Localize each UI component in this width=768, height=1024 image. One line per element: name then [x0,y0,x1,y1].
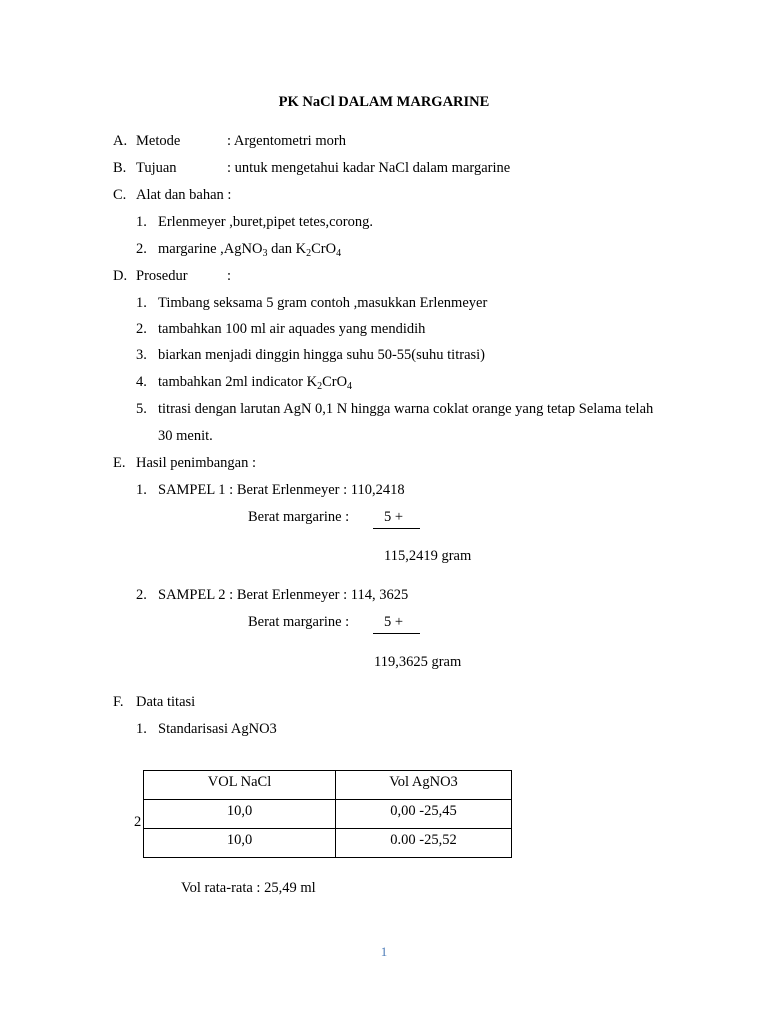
list-item-number: 2. [136,321,147,337]
sampel1-margarine-label: Berat margarine : [248,509,350,525]
table-header-cell: Vol AgNO3 [336,771,512,800]
titration-table [143,770,512,858]
section-d-marker: D. [113,268,128,284]
list-item-text: margarine ,AgNO$_3$ dan $K_2CrO_4$ [158,241,342,259]
section-e-label: Hasil penimbangan : [136,455,257,471]
sampel2-margarine-label: Berat margarine : [248,614,350,630]
list-item-number: 1. [136,214,147,230]
list-item-number: 4. [136,374,147,390]
section-b-marker: B. [113,160,127,176]
section-d-colon: : [227,268,232,284]
table-header-row [144,771,512,800]
list-item-text: Erlenmeyer ,buret,pipet tetes,corong. [158,214,374,230]
average-volume: Vol rata-rata : 25,49 ml [181,880,316,896]
table-cell: 10,0 [144,829,336,858]
list-item-number: 2. [136,587,147,603]
sampel2-erlenmeyer: SAMPEL 2 : Berat Erlenmeyer : 114, 3625 [158,587,409,603]
sum-rule [373,528,420,529]
section-b-value: : untuk mengetahui kadar NaCl dalam margarine [227,160,511,176]
section-a-label: Metode [136,133,181,149]
list-item-number: 1. [136,721,147,737]
table-row [144,800,512,829]
page-number: 1 [380,944,388,959]
sum-rule [373,633,420,634]
table-cell: 0,00 -25,45 [336,800,512,829]
table-cell: 10,0 [144,800,336,829]
list-item-text: Timbang seksama 5 gram contoh ,masukkan Erlenmeyer [158,295,488,311]
section-b-label: Tujuan [136,160,177,176]
list-item-number: 1. [136,295,147,311]
sampel1-erlenmeyer: SAMPEL 1 : Berat Erlenmeyer : 110,2418 [158,482,405,498]
list-item-number: 1. [136,482,147,498]
table-cell: 0.00 -25,52 [336,829,512,858]
sampel1-total: 115,2419 gram [384,548,472,564]
section-d-label: Prosedur [136,268,188,284]
list-item-number: 2. [136,241,147,257]
list-item-number: 3. [136,347,147,363]
list-item-text: titrasi dengan larutan AgN 0,1 N hingga warna coklat orange yang tetap Selama telah [158,401,654,417]
table-row [144,829,512,858]
section-f-label: Data titasi [136,694,196,710]
list-item-text: biarkan menjadi dinggin hingga suhu 50-55(suhu titrasi) [158,347,486,363]
list-item-text: tambahkan 100 ml air aquades yang mendidih [158,321,426,337]
section-c-marker: C. [113,187,127,203]
stray-number: 2 [134,814,142,830]
sampel1-margarine-value: 5 + [384,509,404,525]
table-header-cell: VOL NaCl [144,771,336,800]
section-a-value: : Argentometri morh [227,133,346,149]
page-title: PK NaCl DALAM MARGARINE [278,94,490,110]
list-item-text: Standarisasi AgNO3 [158,721,277,737]
list-item-text-continued: 30 menit. [158,428,213,444]
sampel2-margarine-value: 5 + [384,614,404,630]
section-c-label: Alat dan bahan : [136,187,232,203]
section-f-marker: F. [113,694,124,710]
section-a-marker: A. [113,133,128,149]
list-item-text: tambahkan 2ml indicator $K_2CrO_4$ [158,374,353,392]
sampel2-total: 119,3625 gram [374,654,462,670]
section-e-marker: E. [113,455,126,471]
list-item-number: 5. [136,401,147,417]
